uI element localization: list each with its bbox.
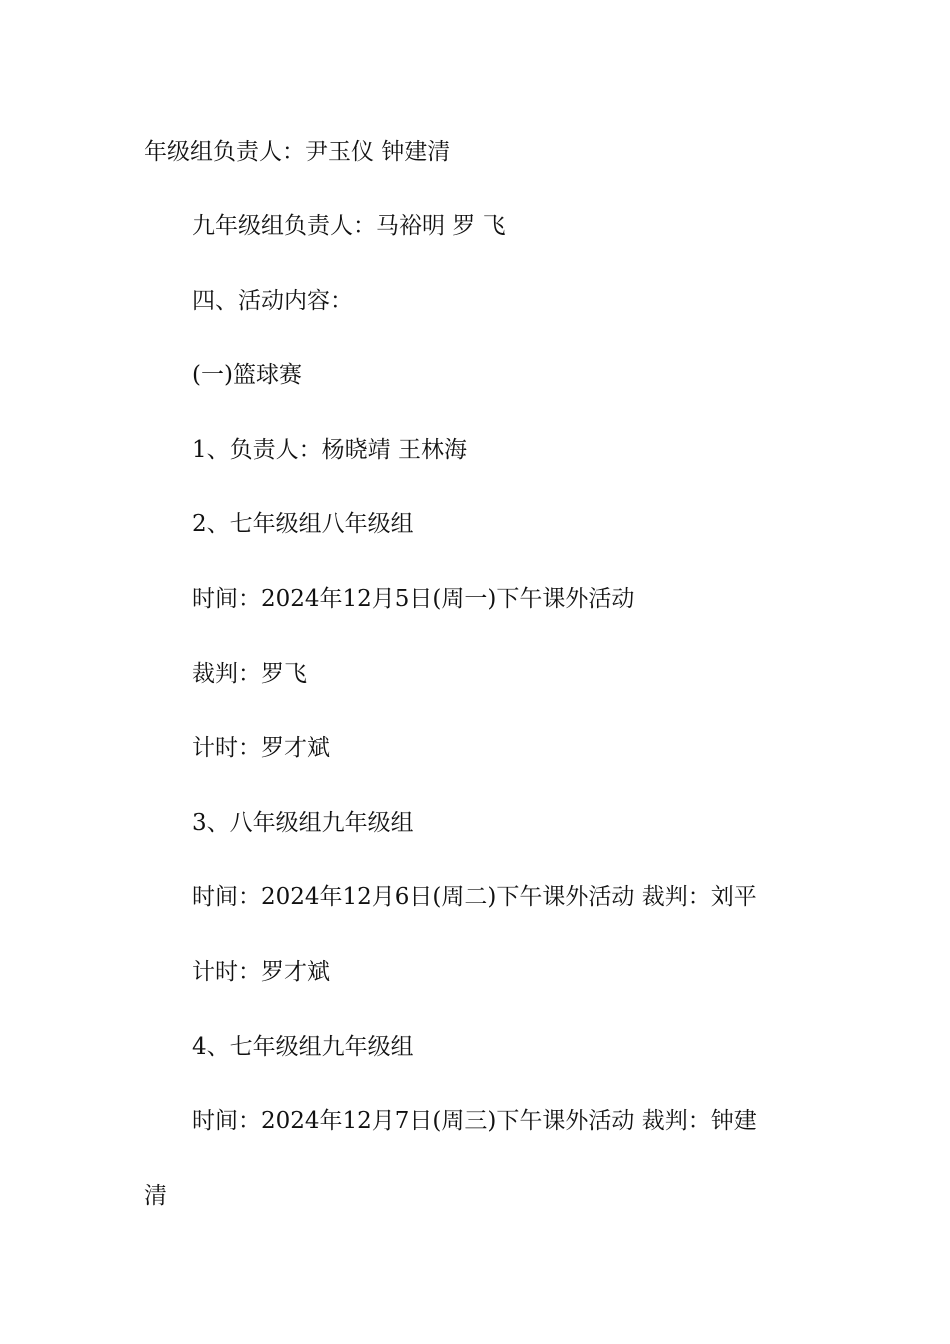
match-3-teams: 4、七年级组九年级组 [192,1034,414,1060]
match-1-referee: 裁判：罗飞 [192,661,307,687]
match-3-time-referee: 时间：2024年12月7日(周三)下午课外活动 裁判：钟建 [192,1108,757,1134]
match-2-timekeeper: 计时：罗才斌 [192,959,330,985]
match-3-referee-continued: 清 [144,1183,167,1209]
match-1-timekeeper: 计时：罗才斌 [192,735,330,761]
basketball-leaders: 1、负责人：杨晓靖 王林海 [192,437,467,463]
match-2-time-referee: 时间：2024年12月6日(周二)下午课外活动 裁判：刘平 [192,884,757,910]
grade-group-leaders: 年级组负责人：尹玉仪 钟建清 [144,139,451,165]
match-1-time: 时间：2024年12月5日(周一)下午课外活动 [192,586,635,612]
grade9-group-leaders: 九年级组负责人：马裕明 罗 飞 [192,213,506,239]
section-heading-activities: 四、活动内容： [192,288,353,314]
match-1-teams: 2、七年级组八年级组 [192,511,414,537]
subsection-basketball: (一)篮球赛 [192,362,302,388]
match-2-teams: 3、八年级组九年级组 [192,810,414,836]
